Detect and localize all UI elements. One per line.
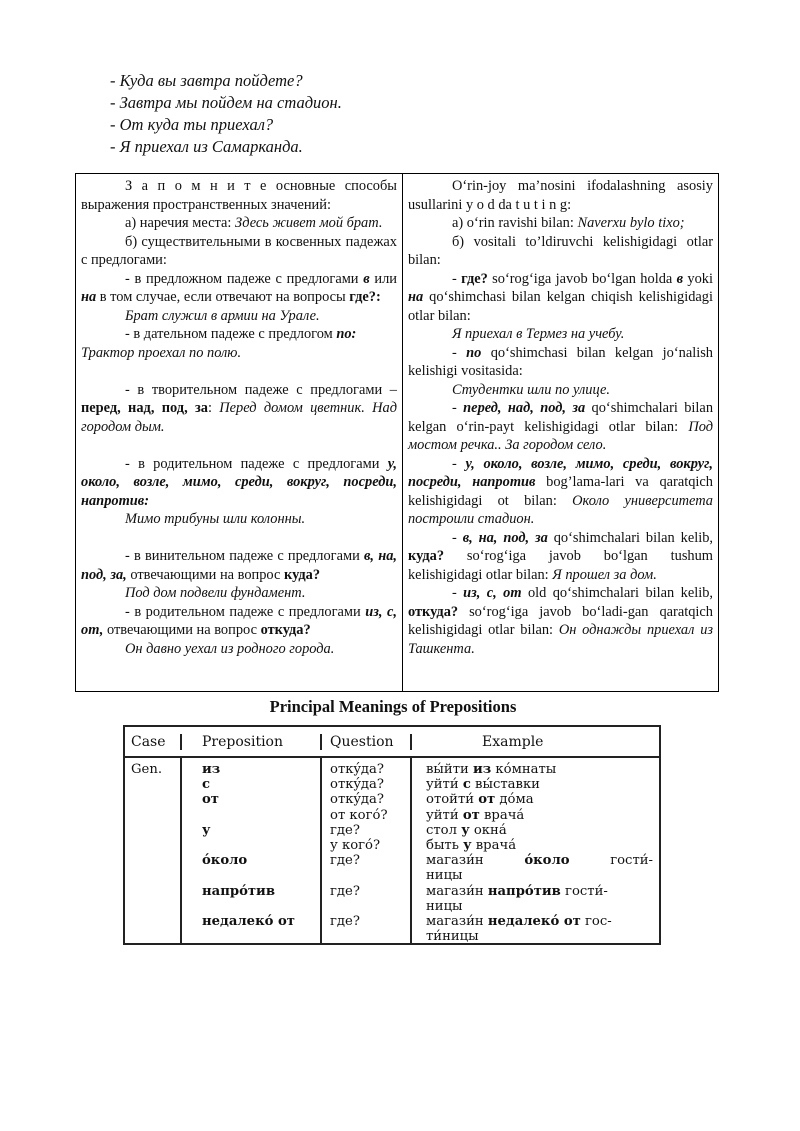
rule-a: а) наречия места: Здесь живет мой брат. — [125, 215, 383, 231]
rules-box — [75, 173, 719, 692]
rule-genitive-2-uz: - из, с, от old qo‘shimchalari bilan kelib, откуда? so‘rog‘iga javob bo‘ladi-gan qaratqich kelishigidagi otlar bilan: Он однажды приехал из Ташкента. — [407, 585, 713, 657]
question-cell: откýда? откýда? откýда? от когó? где? у когó? где? где? где? — [322, 758, 412, 944]
example-dative: Трактор проехал по полю. — [81, 344, 242, 361]
rule-accusative: - в винительном падеже с предлогами в, на, под, за, отвечающими на вопрос куда? — [81, 548, 397, 583]
example-accusative: Под дом подвели фундамент. — [125, 585, 306, 601]
intro-paragraph: З а п о м н и т е основные способы выражения пространственных значений: — [81, 178, 397, 213]
intro-paragraph-uz: O‘rin-joy ma’nosini ifodalashning asosiy usullarini y o d da t u t i n g: — [407, 178, 713, 213]
header-preposition: Preposition — [182, 734, 322, 750]
rule-genitive-2: - в родительном падеже с предлогами из, с, от, отвечающими на вопрос откуда? — [81, 603, 397, 638]
rule-accusative-uz: - в, на, под, за qo‘shimchalari bilan kelib, куда? so‘rog‘iga javob bo‘lgan tushum kelishigidagi otlar bilan: Я прошел за дом. — [407, 529, 713, 583]
dialog-line: - От куда ты приехал? — [110, 115, 274, 134]
prepositions-table-title: Principal Meanings of Prepositions — [269, 697, 517, 716]
case-cell: Gen. — [125, 758, 182, 944]
rule-b-uz: б) vositali to’ldiruvchi kelishigidagi otlar bilan: — [407, 233, 713, 268]
header-case: Case — [125, 734, 182, 750]
rule-gde-uz: - где? so‘rog‘iga javob bo‘lgan holda в yoki на qo‘shimchasi bilan kelgan chiqish kelishigidagi otlar bilan: — [407, 270, 713, 324]
rule-a-uz: a) o‘rin ravishi bilan: Naverxu bylo tixo; — [451, 215, 685, 231]
rule-instrumental-uz: - перед, над, под, за qo‘shimchalari bilan kelgan o‘rin-payt kelishigidagi otlar bilan: Под мостом речка.. За городом село. — [407, 400, 714, 453]
table-header-row — [125, 727, 659, 758]
header-question: Question — [322, 734, 412, 750]
dialog-block — [110, 70, 342, 158]
russian-column — [76, 174, 403, 691]
example-po-uz: Студентки шли по улице. — [451, 381, 610, 398]
prepositions-table — [123, 725, 661, 945]
rule-genitive-uz: - у, около, возле, мимо, среди, вокруг, посреди, напротив bog’lama-lari va qaratqich kelishigidagi ot bilan: Около университета построили стадион. — [407, 455, 713, 527]
example-cell: вы́йти из кóмнаты уйти́ с вы́ставки отойти́ от дóма уйти́ от врачá стол у окнá быть у врачá магази́н óколо гости́- ницы магази́н напрóтив гости́- ницы магази́н недалекó от гос- ти́ницы — [426, 762, 653, 945]
rule-b: б) существительными в косвенных падежах с предлогами: — [81, 233, 397, 268]
example-genitive-2: Он давно уехал из родного города. — [125, 640, 335, 657]
rule-genitive: - в родительном падеже с предлогами у, около, возле, мимо, среди, вокруг, посреди, напротив: — [81, 455, 397, 509]
dialog-line: - Завтра мы пойдем на стадион. — [110, 93, 342, 112]
example-prepositional: Брат служил в армии на Урале. — [125, 307, 320, 324]
rule-dative: - в дательном падеже с предлогом по: — [125, 326, 357, 342]
preposition-cell: из с от у óколо напрóтив недалекó от — [182, 758, 322, 944]
dialog-line: - Куда вы завтра пойдете? — [110, 71, 303, 90]
example-gde-uz: Я приехал в Термез на учебу. — [451, 326, 625, 342]
rule-prepositional: - в предложном падеже с предлогами в или на в том случае, если отвечают на вопросы где?: — [81, 270, 397, 305]
example-genitive: Мимо трибуны шли колонны. — [125, 511, 306, 527]
table-row — [125, 758, 659, 944]
rule-instrumental: - в творительном падеже с предлогами – перед, над, под, за: Перед домом цветник. Над городом дым. — [81, 381, 397, 435]
rule-po-uz: - по qo‘shimchasi bilan kelgan jo‘nalish kelishigi vositasida: — [407, 344, 714, 379]
dialog-line: - Я приехал из Самарканда. — [110, 137, 303, 156]
header-example: Example — [482, 733, 544, 750]
uzbek-column — [403, 174, 718, 691]
